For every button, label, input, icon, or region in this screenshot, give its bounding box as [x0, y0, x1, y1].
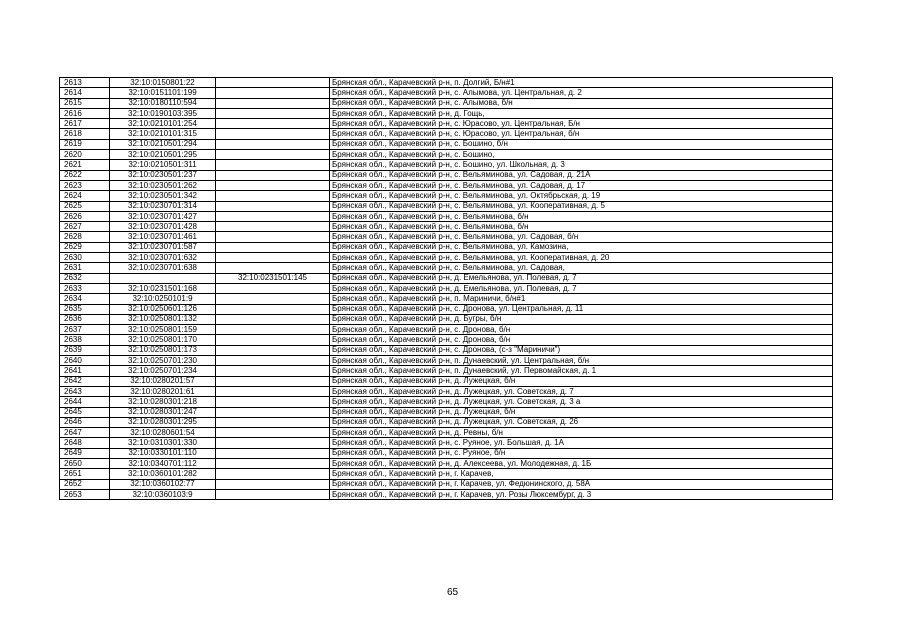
address-cell: Брянская обл., Карачевский р-н, с. Дронова, б/н — [330, 325, 833, 335]
table-row — [60, 180, 833, 190]
table-row — [60, 129, 833, 139]
address-cell: Брянская обл., Карачевский р-н, с. Бошино, б/н — [330, 139, 833, 149]
row-number-cell: 2648 — [60, 438, 110, 448]
address-cell: Брянская обл., Карачевский р-н, д. Лужецкая, ул. Советская, д. 3 а — [330, 397, 833, 407]
address-cell: Брянская обл., Карачевский р-н, с. Вельяминова, ул. Камозина, — [330, 242, 833, 252]
cadastral-number-cell: 32:10:0210501:311 — [110, 160, 216, 170]
address-cell: Брянская обл., Карачевский р-н, с. Вельяминова, ул. Садовая, — [330, 263, 833, 273]
table-row — [60, 222, 833, 232]
row-number-cell: 2633 — [60, 283, 110, 293]
address-cell: Брянская обл., Карачевский р-н, с. Вельяминова, ул. Садовая, б/н — [330, 232, 833, 242]
secondary-cadastral-number-cell — [216, 407, 330, 417]
secondary-cadastral-number-cell — [216, 345, 330, 355]
address-cell: Брянская обл., Карачевский р-н, д. Алексеева, ул. Молодежная, д. 1Б — [330, 458, 833, 468]
cadastral-number-cell: 32:10:0360101:282 — [110, 469, 216, 479]
address-cell: Брянская обл., Карачевский р-н, с. Вельяминова, ул. Кооперативная, д. 5 — [330, 201, 833, 211]
table-row — [60, 314, 833, 324]
secondary-cadastral-number-cell — [216, 98, 330, 108]
table-row — [60, 160, 833, 170]
cadastral-number-cell: 32:10:0230501:262 — [110, 180, 216, 190]
cadastral-number-cell: 32:10:0330101:110 — [110, 448, 216, 458]
address-cell: Брянская обл., Карачевский р-н, с. Руяное, б/н — [330, 448, 833, 458]
secondary-cadastral-number-cell — [216, 108, 330, 118]
row-number-cell: 2614 — [60, 88, 110, 98]
address-cell: Брянская обл., Карачевский р-н, д. Гощь, — [330, 108, 833, 118]
table-row — [60, 263, 833, 273]
address-cell: Брянская обл., Карачевский р-н, д. Лужецкая, б/н — [330, 407, 833, 417]
table-row — [60, 469, 833, 479]
address-cell: Брянская обл., Карачевский р-н, д. Ревны, б/н — [330, 428, 833, 438]
secondary-cadastral-number-cell — [216, 479, 330, 489]
cadastral-number-cell: 32:10:0340701:112 — [110, 458, 216, 468]
secondary-cadastral-number-cell — [216, 283, 330, 293]
row-number-cell: 2615 — [60, 98, 110, 108]
table-row — [60, 139, 833, 149]
address-cell: Брянская обл., Карачевский р-н, с. Алымова, б/н — [330, 98, 833, 108]
table-row — [60, 345, 833, 355]
cadastral-number-cell: 32:10:0250801:170 — [110, 335, 216, 345]
secondary-cadastral-number-cell — [216, 139, 330, 149]
secondary-cadastral-number-cell — [216, 458, 330, 468]
property-table — [59, 77, 833, 500]
table-row — [60, 283, 833, 293]
row-number-cell: 2634 — [60, 294, 110, 304]
row-number-cell: 2639 — [60, 345, 110, 355]
address-cell: Брянская обл., Карачевский р-н, с. Вельяминова, б/н — [330, 211, 833, 221]
secondary-cadastral-number-cell — [216, 88, 330, 98]
secondary-cadastral-number-cell — [216, 356, 330, 366]
address-cell: Брянская обл., Карачевский р-н, г. Карачев, — [330, 469, 833, 479]
table-row — [60, 273, 833, 283]
address-cell: Брянская обл., Карачевский р-н, д. Лужецкая, ул. Советская, д. 26 — [330, 417, 833, 427]
address-cell: Брянская обл., Карачевский р-н, д. Емельянова, ул. Полевая, д. 7 — [330, 273, 833, 283]
secondary-cadastral-number-cell — [216, 294, 330, 304]
secondary-cadastral-number-cell — [216, 335, 330, 345]
cadastral-number-cell: 32:10:0310301:330 — [110, 438, 216, 448]
table-row — [60, 376, 833, 386]
cadastral-number-cell: 32:10:0230701:638 — [110, 263, 216, 273]
cadastral-number-cell: 32:10:0230701:427 — [110, 211, 216, 221]
table-row — [60, 242, 833, 252]
table-row — [60, 304, 833, 314]
secondary-cadastral-number-cell — [216, 222, 330, 232]
row-number-cell: 2625 — [60, 201, 110, 211]
cadastral-number-cell: 32:10:0190103:395 — [110, 108, 216, 118]
row-number-cell: 2637 — [60, 325, 110, 335]
table-row — [60, 489, 833, 499]
address-cell: Брянская обл., Карачевский р-н, г. Карачев, ул. Федюнинского, д. 58А — [330, 479, 833, 489]
table-row — [60, 108, 833, 118]
address-cell: Брянская обл., Карачевский р-н, с. Дронова, ул. Центральная, д. 11 — [330, 304, 833, 314]
cadastral-number-cell: 32:10:0250801:159 — [110, 325, 216, 335]
cadastral-number-cell: 32:10:0280601:54 — [110, 428, 216, 438]
row-number-cell: 2618 — [60, 129, 110, 139]
row-number-cell: 2640 — [60, 356, 110, 366]
address-cell: Брянская обл., Карачевский р-н, с. Вельяминова, ул. Садовая, д. 17 — [330, 180, 833, 190]
table-row — [60, 417, 833, 427]
cadastral-number-cell: 32:10:0360103:9 — [110, 489, 216, 499]
secondary-cadastral-number-cell — [216, 366, 330, 376]
cadastral-number-cell: 32:10:0230701:461 — [110, 232, 216, 242]
secondary-cadastral-number-cell — [216, 180, 330, 190]
secondary-cadastral-number-cell — [216, 438, 330, 448]
row-number-cell: 2647 — [60, 428, 110, 438]
cadastral-number-cell — [110, 273, 216, 283]
address-cell: Брянская обл., Карачевский р-н, с. Бошино, ул. Школьная, д. 3 — [330, 160, 833, 170]
cadastral-number-cell: 32:10:0280201:57 — [110, 376, 216, 386]
row-number-cell: 2628 — [60, 232, 110, 242]
address-cell: Брянская обл., Карачевский р-н, с. Вельяминова, ул. Кооперативная, д. 20 — [330, 253, 833, 263]
cadastral-number-cell: 32:10:0210101:254 — [110, 119, 216, 129]
table-row — [60, 232, 833, 242]
address-cell: Брянская обл., Карачевский р-н, с. Дронова, б/н — [330, 335, 833, 345]
row-number-cell: 2629 — [60, 242, 110, 252]
address-cell: Брянская обл., Карачевский р-н, с. Вельяминова, б/н — [330, 222, 833, 232]
secondary-cadastral-number-cell — [216, 314, 330, 324]
cadastral-number-cell: 32:10:0250701:230 — [110, 356, 216, 366]
table-row — [60, 335, 833, 345]
address-cell: Брянская обл., Карачевский р-н, д. Бугры, б/н — [330, 314, 833, 324]
table-row — [60, 78, 833, 88]
cadastral-number-cell: 32:10:0230701:587 — [110, 242, 216, 252]
row-number-cell: 2621 — [60, 160, 110, 170]
row-number-cell: 2613 — [60, 78, 110, 88]
table-row — [60, 479, 833, 489]
secondary-cadastral-number-cell — [216, 119, 330, 129]
secondary-cadastral-number-cell — [216, 325, 330, 335]
address-cell: Брянская обл., Карачевский р-н, п. Мариничи, б/н#1 — [330, 294, 833, 304]
cadastral-number-cell: 32:10:0280301:218 — [110, 397, 216, 407]
cadastral-number-cell: 32:10:0360102:77 — [110, 479, 216, 489]
cadastral-number-cell: 32:10:0150801:22 — [110, 78, 216, 88]
table-row — [60, 448, 833, 458]
cadastral-number-cell: 32:10:0210101:315 — [110, 129, 216, 139]
row-number-cell: 2652 — [60, 479, 110, 489]
row-number-cell: 2644 — [60, 397, 110, 407]
address-cell: Брянская обл., Карачевский р-н, с. Юрасово, ул. Центральная, Б/н — [330, 119, 833, 129]
row-number-cell: 2630 — [60, 253, 110, 263]
secondary-cadastral-number-cell — [216, 150, 330, 160]
address-cell: Брянская обл., Карачевский р-н, с. Руяное, ул. Большая, д. 1А — [330, 438, 833, 448]
secondary-cadastral-number-cell: 32:10:0231501:145 — [216, 273, 330, 283]
secondary-cadastral-number-cell — [216, 448, 330, 458]
secondary-cadastral-number-cell — [216, 170, 330, 180]
table-row — [60, 325, 833, 335]
secondary-cadastral-number-cell — [216, 211, 330, 221]
secondary-cadastral-number-cell — [216, 304, 330, 314]
row-number-cell: 2650 — [60, 458, 110, 468]
secondary-cadastral-number-cell — [216, 397, 330, 407]
table-row — [60, 438, 833, 448]
address-cell: Брянская обл., Карачевский р-н, п. Долгий, Б/н#1 — [330, 78, 833, 88]
row-number-cell: 2624 — [60, 191, 110, 201]
cadastral-number-cell: 32:10:0180110:594 — [110, 98, 216, 108]
row-number-cell: 2632 — [60, 273, 110, 283]
table-row — [60, 88, 833, 98]
row-number-cell: 2627 — [60, 222, 110, 232]
address-cell: Брянская обл., Карачевский р-н, с. Бошино, — [330, 150, 833, 160]
table-row — [60, 253, 833, 263]
secondary-cadastral-number-cell — [216, 129, 330, 139]
secondary-cadastral-number-cell — [216, 232, 330, 242]
row-number-cell: 2623 — [60, 180, 110, 190]
table-row — [60, 294, 833, 304]
table-row — [60, 356, 833, 366]
address-cell: Брянская обл., Карачевский р-н, д. Лужецкая, ул. Советская, д. 7 — [330, 386, 833, 396]
cadastral-number-cell: 32:10:0250101:9 — [110, 294, 216, 304]
address-cell: Брянская обл., Карачевский р-н, п. Дунаевский, ул. Первомайская, д. 1 — [330, 366, 833, 376]
cadastral-number-cell: 32:10:0250601:126 — [110, 304, 216, 314]
secondary-cadastral-number-cell — [216, 201, 330, 211]
secondary-cadastral-number-cell — [216, 160, 330, 170]
row-number-cell: 2649 — [60, 448, 110, 458]
row-number-cell: 2636 — [60, 314, 110, 324]
property-table-body — [60, 78, 833, 500]
cadastral-number-cell: 32:10:0280201:61 — [110, 386, 216, 396]
address-cell: Брянская обл., Карачевский р-н, с. Юрасово, ул. Центральная, б/н — [330, 129, 833, 139]
secondary-cadastral-number-cell — [216, 386, 330, 396]
table-row — [60, 98, 833, 108]
address-cell: Брянская обл., Карачевский р-н, с. Вельяминова, ул. Октябрьская, д. 19 — [330, 191, 833, 201]
cadastral-number-cell: 32:10:0230701:632 — [110, 253, 216, 263]
cadastral-number-cell: 32:10:0151101:199 — [110, 88, 216, 98]
row-number-cell: 2641 — [60, 366, 110, 376]
table-row — [60, 150, 833, 160]
table-row — [60, 170, 833, 180]
row-number-cell: 2635 — [60, 304, 110, 314]
cadastral-number-cell: 32:10:0210501:295 — [110, 150, 216, 160]
secondary-cadastral-number-cell — [216, 428, 330, 438]
table-row — [60, 428, 833, 438]
table-row — [60, 397, 833, 407]
table-row — [60, 191, 833, 201]
table-row — [60, 407, 833, 417]
secondary-cadastral-number-cell — [216, 78, 330, 88]
row-number-cell: 2619 — [60, 139, 110, 149]
address-cell: Брянская обл., Карачевский р-н, с. Вельяминова, ул. Садовая, д. 21А — [330, 170, 833, 180]
secondary-cadastral-number-cell — [216, 417, 330, 427]
cadastral-number-cell: 32:10:0230501:342 — [110, 191, 216, 201]
table-row — [60, 458, 833, 468]
row-number-cell: 2620 — [60, 150, 110, 160]
row-number-cell: 2616 — [60, 108, 110, 118]
cadastral-number-cell: 32:10:0231501:168 — [110, 283, 216, 293]
cadastral-number-cell: 32:10:0280301:247 — [110, 407, 216, 417]
secondary-cadastral-number-cell — [216, 489, 330, 499]
table-row — [60, 211, 833, 221]
cadastral-number-cell: 32:10:0250801:132 — [110, 314, 216, 324]
address-cell: Брянская обл., Карачевский р-н, с. Дронова, (с-з "Мариничи") — [330, 345, 833, 355]
table-row — [60, 201, 833, 211]
row-number-cell: 2643 — [60, 386, 110, 396]
row-number-cell: 2653 — [60, 489, 110, 499]
cadastral-number-cell: 32:10:0250801:173 — [110, 345, 216, 355]
row-number-cell: 2646 — [60, 417, 110, 427]
cadastral-number-cell: 32:10:0250701:234 — [110, 366, 216, 376]
secondary-cadastral-number-cell — [216, 376, 330, 386]
secondary-cadastral-number-cell — [216, 469, 330, 479]
address-cell: Брянская обл., Карачевский р-н, п. Дунаевский, ул. Центральная, б/н — [330, 356, 833, 366]
cadastral-number-cell: 32:10:0230701:428 — [110, 222, 216, 232]
cadastral-number-cell: 32:10:0230701:314 — [110, 201, 216, 211]
address-cell: Брянская обл., Карачевский р-н, с. Алымова, ул. Центральная, д. 2 — [330, 88, 833, 98]
table-row — [60, 386, 833, 396]
secondary-cadastral-number-cell — [216, 242, 330, 252]
row-number-cell: 2617 — [60, 119, 110, 129]
row-number-cell: 2651 — [60, 469, 110, 479]
table-row — [60, 119, 833, 129]
page-number: 65 — [446, 587, 459, 598]
row-number-cell: 2645 — [60, 407, 110, 417]
table-row — [60, 366, 833, 376]
row-number-cell: 2626 — [60, 211, 110, 221]
cadastral-number-cell: 32:10:0280301:295 — [110, 417, 216, 427]
address-cell: Брянская обл., Карачевский р-н, д. Емельянова, ул. Полевая, д. 7 — [330, 283, 833, 293]
address-cell: Брянская обл., Карачевский р-н, г. Карачев, ул. Розы Люксембург, д. 3 — [330, 489, 833, 499]
address-cell: Брянская обл., Карачевский р-н, д. Лужецкая, б/н — [330, 376, 833, 386]
secondary-cadastral-number-cell — [216, 191, 330, 201]
cadastral-number-cell: 32:10:0230501:237 — [110, 170, 216, 180]
cadastral-number-cell: 32:10:0210501:294 — [110, 139, 216, 149]
row-number-cell: 2631 — [60, 263, 110, 273]
secondary-cadastral-number-cell — [216, 263, 330, 273]
row-number-cell: 2622 — [60, 170, 110, 180]
secondary-cadastral-number-cell — [216, 253, 330, 263]
row-number-cell: 2642 — [60, 376, 110, 386]
row-number-cell: 2638 — [60, 335, 110, 345]
